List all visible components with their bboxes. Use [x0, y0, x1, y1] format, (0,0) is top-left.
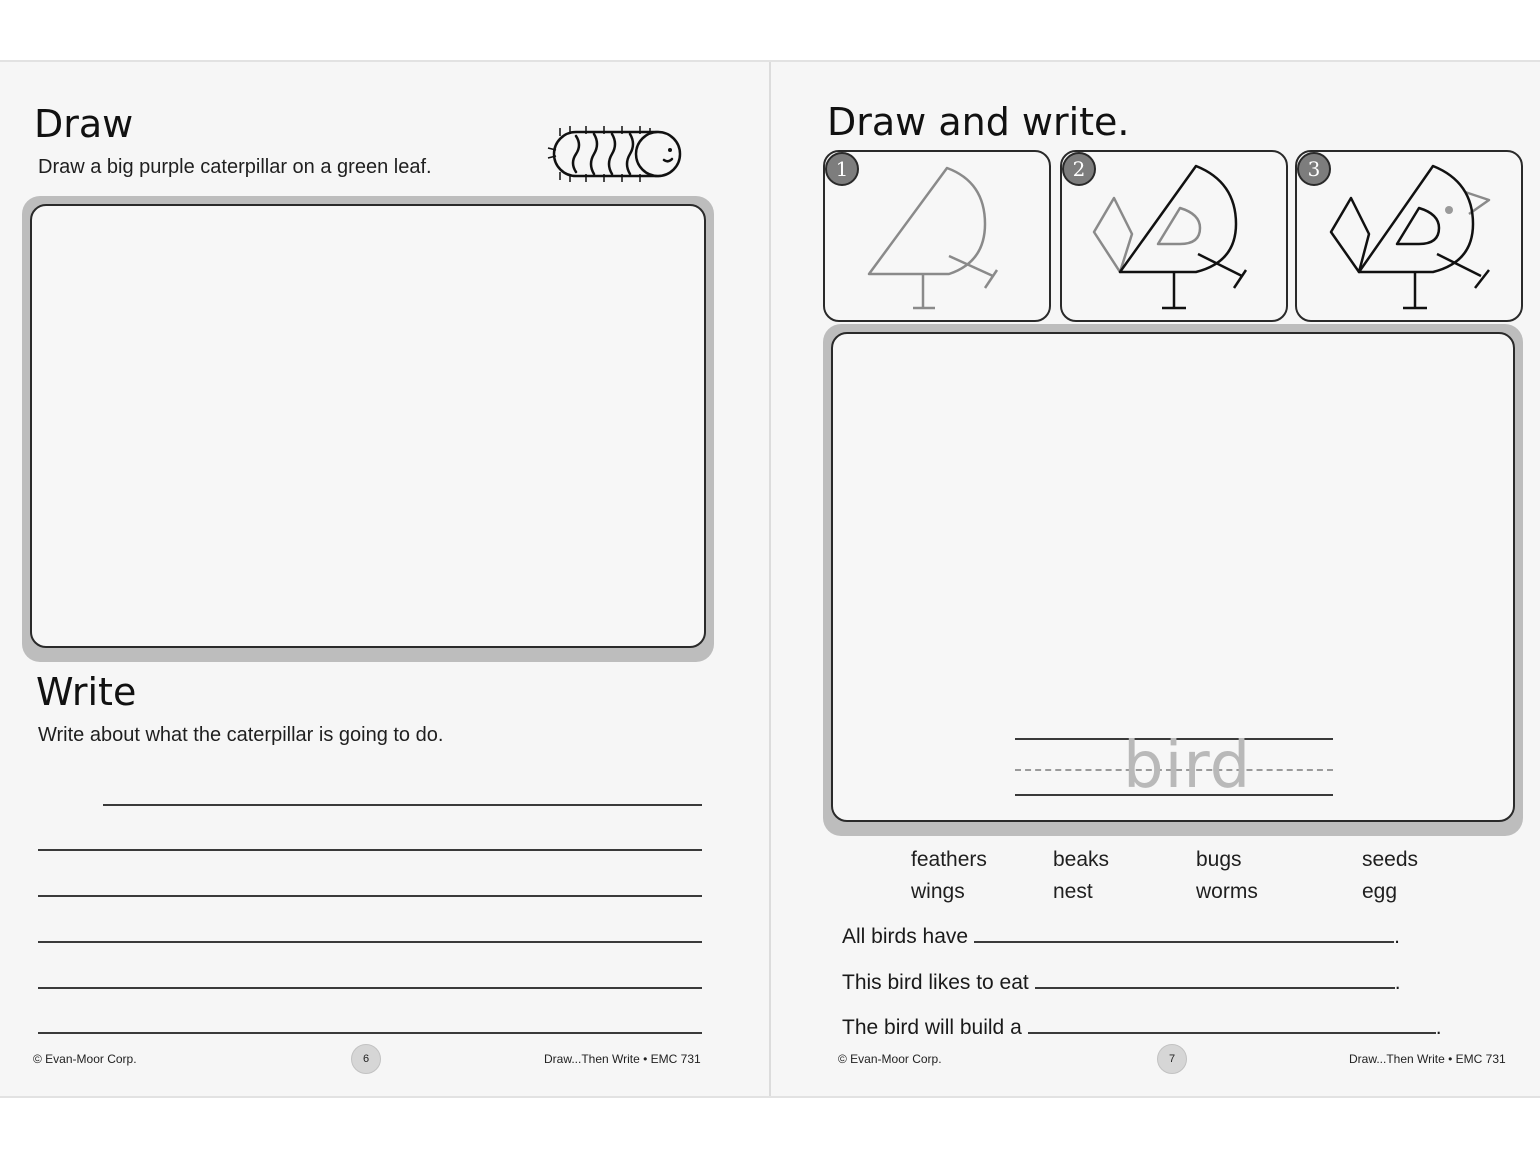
step-number: 2: [1062, 152, 1096, 186]
step-box-2: [1060, 150, 1288, 322]
word-bank-word: worms: [1196, 880, 1258, 903]
sentence-text: This bird likes to eat: [842, 971, 1029, 994]
footer-book-title: Draw...Then Write • EMC 731: [1349, 1052, 1506, 1066]
sentence-prompt-1: [842, 925, 1400, 949]
bird-step-3-icon: [1297, 152, 1525, 324]
step-number: 3: [1297, 152, 1331, 186]
write-heading: Write: [36, 670, 137, 714]
word-bank-word: seeds: [1362, 848, 1419, 871]
answer-blank[interactable]: [974, 941, 1394, 943]
sentence-end: .: [1435, 1016, 1442, 1039]
answer-blank[interactable]: [1028, 1032, 1436, 1034]
step-box-3: [1295, 150, 1523, 322]
draw-and-write-heading: Draw and write.: [827, 100, 1130, 144]
left-page: [0, 62, 769, 1096]
page-number: 6: [351, 1044, 381, 1074]
writing-line[interactable]: [38, 895, 702, 897]
footer-copyright: © Evan-Moor Corp.: [838, 1052, 942, 1066]
bird-drawing-area[interactable]: [831, 332, 1515, 822]
page-number: 7: [1157, 1044, 1187, 1074]
word-bank-word: egg: [1362, 880, 1398, 903]
writing-line[interactable]: [38, 849, 702, 851]
word-bank-word: nest: [1053, 880, 1093, 903]
step-box-1: [823, 150, 1051, 322]
bird-step-1-icon: [825, 152, 1053, 324]
bird-step-2-icon: [1062, 152, 1290, 324]
sentence-prompt-2: [842, 971, 1401, 995]
word-bank-word: bugs: [1196, 848, 1242, 871]
sentence-prompt-3: [842, 1016, 1442, 1040]
step-number: 1: [825, 152, 859, 186]
footer-book-title: Draw...Then Write • EMC 731: [544, 1052, 701, 1066]
footer-copyright: © Evan-Moor Corp.: [33, 1052, 137, 1066]
write-instruction: Write about what the caterpillar is going to do.: [38, 724, 444, 746]
word-bank-word: beaks: [1053, 848, 1110, 871]
sentence-text: The bird will build a: [842, 1016, 1022, 1039]
writing-line[interactable]: [38, 987, 702, 989]
draw-instruction: Draw a big purple caterpillar on a green leaf.: [38, 156, 432, 178]
writing-line[interactable]: [38, 941, 702, 943]
sentence-end: .: [1394, 925, 1400, 948]
writing-line[interactable]: [103, 804, 702, 806]
book-spread: [0, 60, 1540, 1098]
draw-heading: Draw: [34, 102, 134, 146]
caterpillar-icon: [546, 124, 686, 184]
answer-blank[interactable]: [1035, 987, 1395, 989]
sentence-end: .: [1394, 971, 1401, 994]
sentence-text: All birds have: [842, 925, 969, 948]
writing-line[interactable]: [38, 1032, 702, 1034]
bird-drawing-frame: [823, 324, 1523, 836]
drawing-frame: [22, 196, 714, 662]
right-page: [771, 62, 1540, 1096]
drawing-area[interactable]: [30, 204, 706, 648]
word-bank-word: wings: [911, 880, 965, 903]
word-bank-word: feathers: [911, 848, 987, 871]
trace-word: bird: [1123, 729, 1252, 803]
